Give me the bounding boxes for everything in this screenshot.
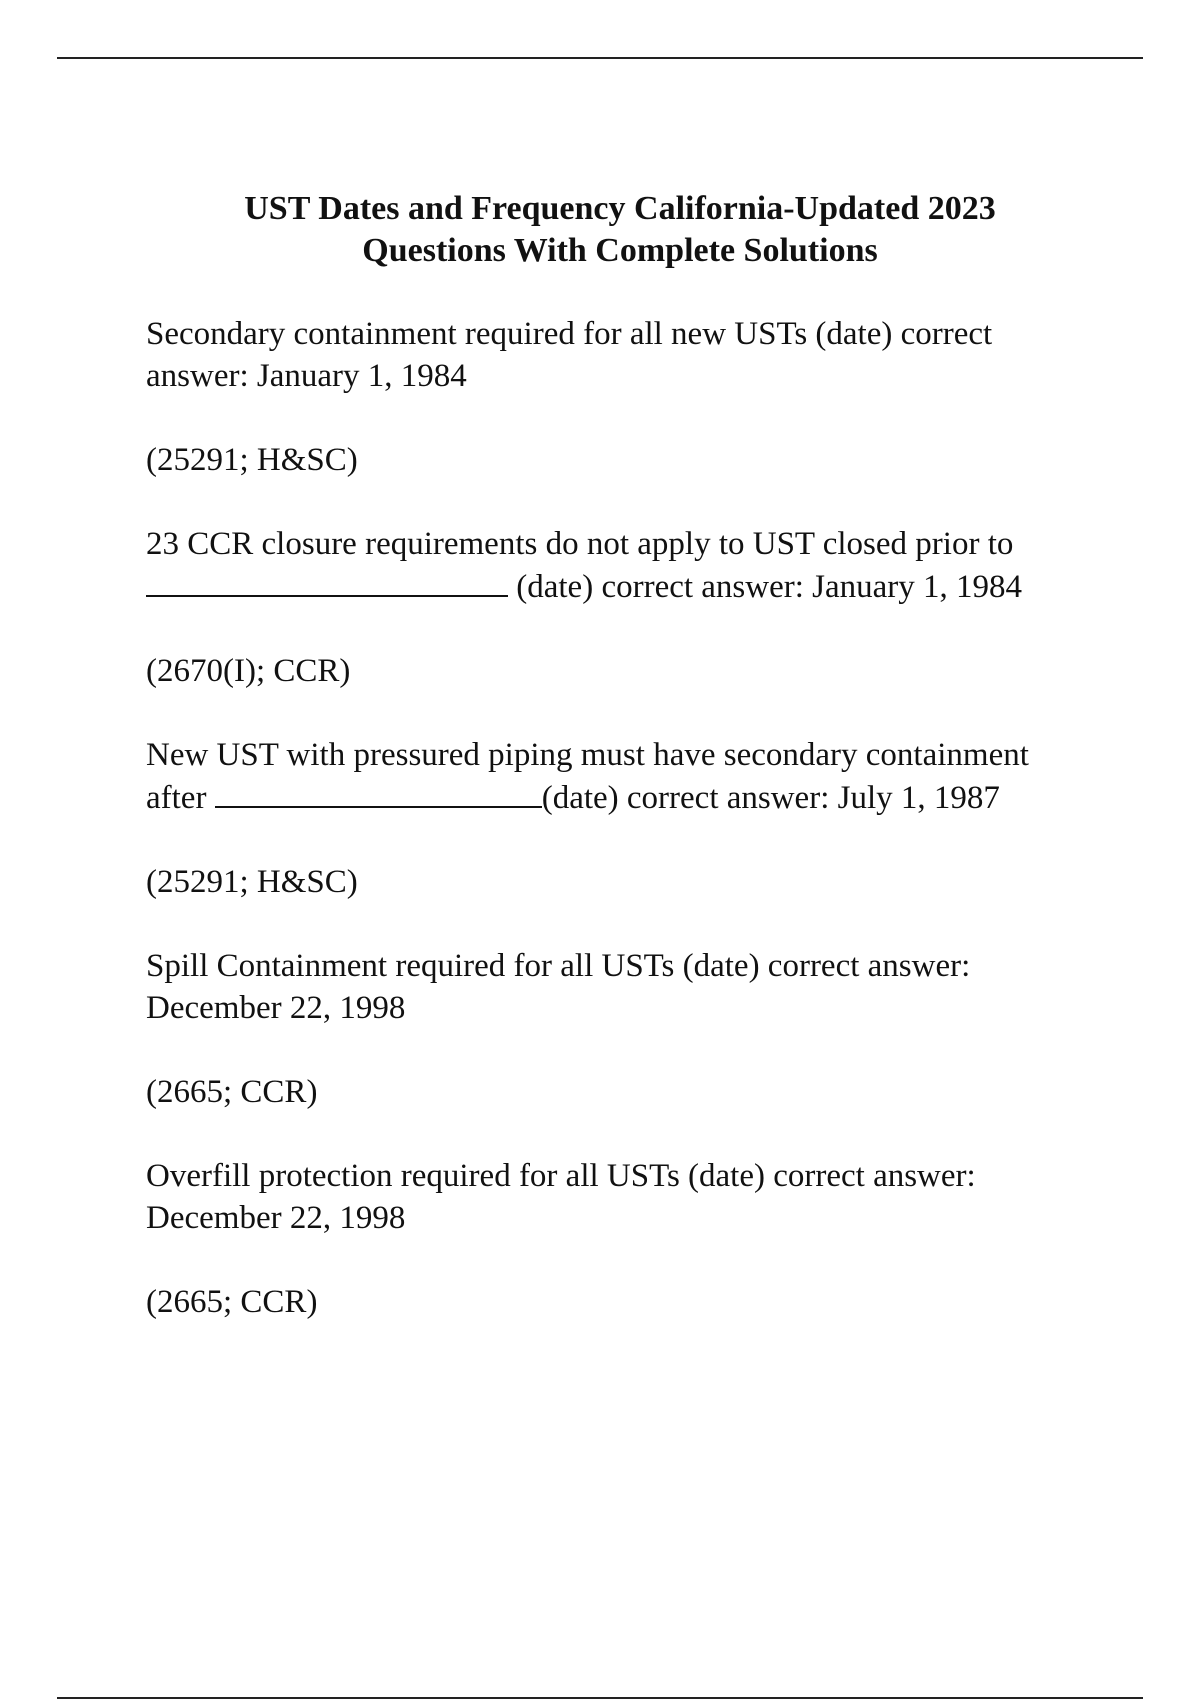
citation-1: (25291; H&SC) xyxy=(146,442,358,478)
citation-2: (2670(I); CCR) xyxy=(146,653,351,689)
question-3-text-before: New UST with pressured piping must have secondary containment after xyxy=(146,737,1029,816)
document-body xyxy=(146,313,1086,1365)
citation-4: (2665; CCR) xyxy=(146,1074,318,1110)
top-divider xyxy=(57,57,1143,59)
question-3-text-after: (date) correct answer: July 1, 1987 xyxy=(541,780,1000,816)
title-line-1: UST Dates and Frequency California-Updated 2023 xyxy=(244,190,996,227)
question-3 xyxy=(146,734,1086,819)
citation-5: (2665; CCR) xyxy=(146,1284,318,1320)
title-line-2: Questions With Complete Solutions xyxy=(362,232,878,269)
bottom-divider xyxy=(57,1697,1143,1699)
citation-3: (25291; H&SC) xyxy=(146,864,358,900)
question-4: Spill Containment required for all USTs (date) correct answer: December 22, 1998 xyxy=(146,948,971,1026)
question-2-text-before: 23 CCR closure requirements do not apply to UST closed prior to xyxy=(146,526,1014,562)
question-2-text-after: (date) correct answer: January 1, 1984 xyxy=(516,569,1023,605)
page-title xyxy=(0,188,1200,272)
question-5: Overfill protection required for all USTs (date) correct answer: December 22, 1998 xyxy=(146,1158,976,1236)
question-2 xyxy=(146,523,1086,608)
answer-blank-1 xyxy=(146,565,508,597)
answer-blank-2 xyxy=(215,776,542,808)
question-1: Secondary containment required for all new USTs (date) correct answer: January 1, 1984 xyxy=(146,316,993,394)
